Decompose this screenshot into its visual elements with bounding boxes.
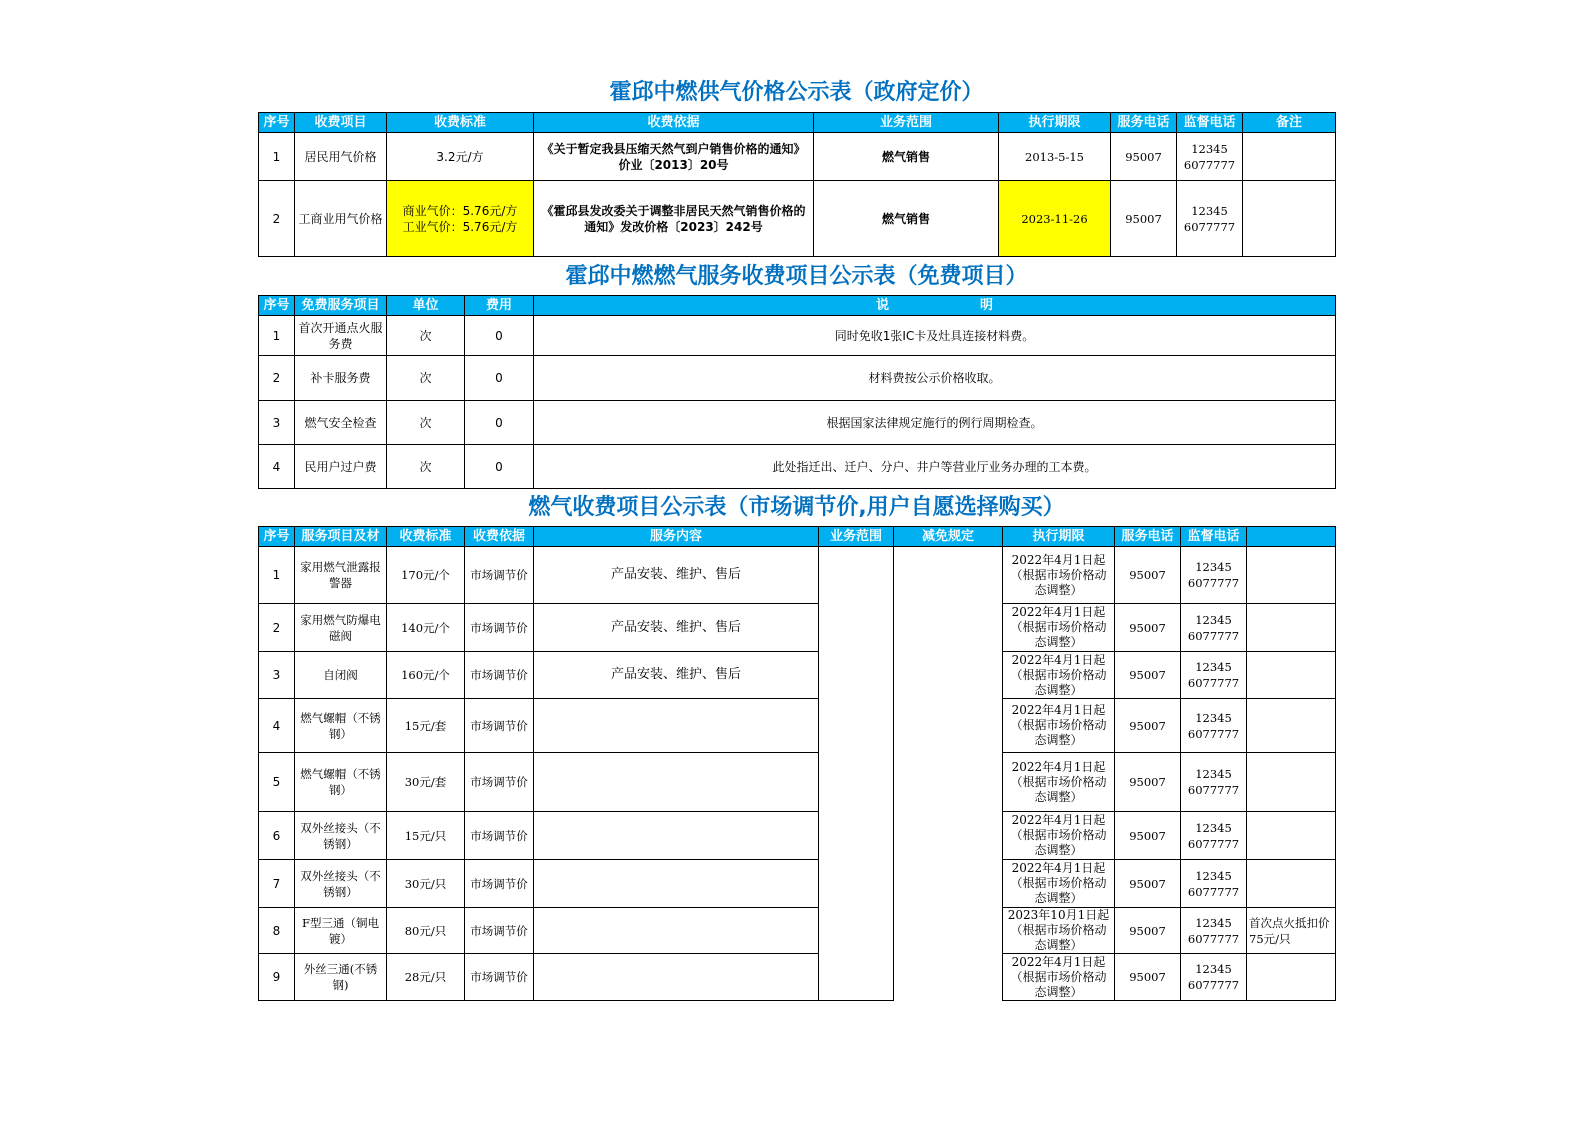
row-relief <box>894 908 1003 954</box>
col-header: 收费依据 <box>534 113 814 133</box>
section2-title: 霍邱中燃燃气服务收费项目公示表（免费项目） <box>565 264 1028 289</box>
row-note: 首次点火抵扣价75元/只 <box>1247 908 1336 954</box>
row-content: 产品安装、维护、售后 <box>534 547 819 604</box>
col-header: 服务电话 <box>1111 113 1177 133</box>
row-basis: 市场调节价 <box>465 860 534 908</box>
table-row <box>259 954 1336 1001</box>
period-line: （根据市场价格动态调整） <box>1010 876 1107 905</box>
row-no: 4 <box>259 699 295 753</box>
tel-line: 12345 <box>1195 962 1232 976</box>
row-service-tel: 95007 <box>1115 699 1181 753</box>
col-header: 业务范围 <box>819 527 894 547</box>
tel-line: 12345 <box>1195 767 1232 781</box>
row-note <box>1247 860 1336 908</box>
row-item: 民用户过户费 <box>295 445 387 489</box>
table-header <box>259 296 1336 316</box>
tel-line: 12345 <box>1195 560 1232 574</box>
period-line: 2022年4月1日起 <box>1011 954 1106 969</box>
tel-line: 12345 <box>1191 141 1228 156</box>
row-supervise-tel <box>1181 860 1247 908</box>
row-service-tel: 95007 <box>1115 547 1181 604</box>
period-line: （根据市场价格动态调整） <box>1010 667 1107 697</box>
row-item: 工商业用气价格 <box>295 181 387 257</box>
row-desc: 此处指迁出、迁户、分户、井户等营业厅业务办理的工本费。 <box>534 445 1336 489</box>
row-service-tel: 95007 <box>1115 908 1181 954</box>
col-header: 执行期限 <box>1003 527 1115 547</box>
row-relief <box>894 699 1003 753</box>
tel-line: 6077777 <box>1187 836 1240 851</box>
row-standard: 15元/只 <box>387 812 465 860</box>
row-service-tel: 95007 <box>1115 812 1181 860</box>
row-relief <box>894 954 1003 1001</box>
col-header: 费用 <box>465 296 534 316</box>
row-scope <box>819 604 894 652</box>
tel-line: 12345 <box>1195 868 1232 883</box>
row-desc: 材料费按公示价格收取。 <box>534 356 1336 401</box>
period-line: 2022年4月1日起 <box>1011 552 1106 567</box>
section1-title: 霍邱中燃供气价格公示表（政府定价） <box>609 80 984 105</box>
tel-line: 12345 <box>1191 203 1228 218</box>
col-header: 备注 <box>1243 113 1336 133</box>
tel-line: 6077777 <box>1187 884 1240 899</box>
table-header <box>259 113 1336 133</box>
row-period <box>1003 604 1115 652</box>
row-standard: 15元/套 <box>387 699 465 753</box>
row-basis: 市场调节价 <box>465 547 534 604</box>
table-row <box>259 812 1336 860</box>
period-line: （根据市场价格动态调整） <box>1010 828 1107 857</box>
row-service-tel: 95007 <box>1111 133 1177 181</box>
standard-line: 工业气价：5.76元/方 <box>402 219 518 234</box>
table-header <box>259 527 1336 547</box>
row-standard: 160元/个 <box>387 652 465 699</box>
row-item: 家用燃气泄露报警器 <box>295 547 387 604</box>
table-row <box>259 316 1336 356</box>
period-line: 2022年4月1日起 <box>1011 703 1106 717</box>
row-item: 首次开通点火服务费 <box>295 316 387 356</box>
row-no: 2 <box>259 181 295 257</box>
row-basis: 市场调节价 <box>465 753 534 812</box>
row-no: 2 <box>259 356 295 401</box>
row-relief <box>894 547 1003 604</box>
row-relief <box>894 753 1003 812</box>
period-line: （根据市场价格动态调整） <box>1010 969 1107 999</box>
row-supervise-tel <box>1177 181 1243 257</box>
row-scope: 燃气销售 <box>814 133 999 181</box>
row-fee: 0 <box>465 316 534 356</box>
table-row <box>259 699 1336 753</box>
col-header: 说 明 <box>534 296 1336 316</box>
row-standard <box>387 181 534 257</box>
row-period <box>1003 699 1115 753</box>
row-no: 8 <box>259 908 295 954</box>
col-header: 免费服务项目 <box>295 296 387 316</box>
row-content: 产品安装、维护、售后 <box>534 652 819 699</box>
row-service-tel: 95007 <box>1115 860 1181 908</box>
row-no: 3 <box>259 652 295 699</box>
row-item: 自闭阀 <box>295 652 387 699</box>
row-service-tel: 95007 <box>1115 604 1181 652</box>
market-price-table <box>258 526 1336 1001</box>
period-line: （根据市场价格动态调整） <box>1010 774 1107 804</box>
row-basis: 市场调节价 <box>465 954 534 1001</box>
tel-line: 6077777 <box>1183 219 1236 234</box>
row-unit: 次 <box>387 401 465 445</box>
row-period <box>1003 547 1115 604</box>
col-header: 收费标准 <box>387 113 534 133</box>
row-item: 燃气螺帽（不锈钢） <box>295 753 387 812</box>
col-header: 收费标准 <box>387 527 465 547</box>
tel-line: 6077777 <box>1187 931 1240 946</box>
row-basis: 《霍邱县发改委关于调整非居民天然气销售价格的通知》发改价格〔2023〕242号 <box>534 181 814 257</box>
row-scope <box>819 652 894 699</box>
row-desc: 根据国家法律规定施行的例行周期检查。 <box>534 401 1336 445</box>
tel-line: 6077777 <box>1187 783 1240 797</box>
row-note <box>1243 181 1336 257</box>
tel-line: 12345 <box>1195 612 1232 627</box>
table-row <box>259 547 1336 604</box>
row-scope <box>819 812 894 860</box>
row-content <box>534 954 819 1001</box>
row-basis: 《关于暂定我县压缩天然气到户销售价格的通知》价业〔2013〕20号 <box>534 133 814 181</box>
row-desc: 同时免收1张IC卡及灶具连接材料费。 <box>534 316 1336 356</box>
row-no: 1 <box>259 133 295 181</box>
table-row <box>259 753 1336 812</box>
table-row <box>259 181 1336 257</box>
row-item: 燃气安全检查 <box>295 401 387 445</box>
col-header: 执行期限 <box>999 113 1111 133</box>
standard-line: 商业气价：5.76元/方 <box>402 203 518 218</box>
row-period: 2013-5-15 <box>999 133 1111 181</box>
row-relief <box>894 860 1003 908</box>
row-scope <box>819 753 894 812</box>
row-scope <box>819 699 894 753</box>
tel-line: 12345 <box>1195 820 1232 835</box>
row-standard: 140元/个 <box>387 604 465 652</box>
col-header: 收费依据 <box>465 527 534 547</box>
row-period <box>1003 908 1115 954</box>
row-note <box>1247 699 1336 753</box>
row-scope: 燃气销售 <box>814 181 999 257</box>
col-header: 服务内容 <box>534 527 819 547</box>
col-header: 监督电话 <box>1181 527 1247 547</box>
table-row <box>259 908 1336 954</box>
row-supervise-tel <box>1181 954 1247 1001</box>
col-header: 业务范围 <box>814 113 999 133</box>
row-scope <box>819 860 894 908</box>
row-item: 双外丝接头（不锈钢） <box>295 812 387 860</box>
standard-line: 3.2元/方 <box>436 149 484 164</box>
row-supervise-tel <box>1181 753 1247 812</box>
row-unit: 次 <box>387 356 465 401</box>
row-period <box>1003 652 1115 699</box>
tel-line: 6077777 <box>1187 978 1240 992</box>
table-row <box>259 356 1336 401</box>
period-line: 2022年4月1日起 <box>1011 759 1106 774</box>
period-line: （根据市场价格动态调整） <box>1010 718 1107 747</box>
row-content <box>534 812 819 860</box>
row-item: 双外丝接头（不锈钢） <box>295 860 387 908</box>
col-header: 序号 <box>259 296 295 316</box>
row-standard: 28元/只 <box>387 954 465 1001</box>
row-item: 居民用气价格 <box>295 133 387 181</box>
row-service-tel: 95007 <box>1115 954 1181 1001</box>
row-supervise-tel <box>1181 812 1247 860</box>
row-service-tel: 95007 <box>1111 181 1177 257</box>
row-no: 7 <box>259 860 295 908</box>
row-fee: 0 <box>465 445 534 489</box>
free-service-table <box>258 295 1336 489</box>
row-supervise-tel <box>1181 604 1247 652</box>
tel-line: 12345 <box>1195 710 1232 725</box>
row-content: 产品安装、维护、售后 <box>534 604 819 652</box>
row-standard <box>387 133 534 181</box>
row-content <box>534 753 819 812</box>
row-relief <box>894 812 1003 860</box>
row-no: 1 <box>259 316 295 356</box>
row-no: 6 <box>259 812 295 860</box>
col-header: 单位 <box>387 296 465 316</box>
col-header: 服务项目及材 <box>295 527 387 547</box>
row-basis: 市场调节价 <box>465 908 534 954</box>
table-row <box>259 133 1336 181</box>
row-fee: 0 <box>465 401 534 445</box>
table-row <box>259 401 1336 445</box>
col-header: 序号 <box>259 527 295 547</box>
col-header: 服务电话 <box>1115 527 1181 547</box>
row-period <box>1003 954 1115 1001</box>
table-row <box>259 604 1336 652</box>
row-no: 3 <box>259 401 295 445</box>
row-note <box>1247 954 1336 1001</box>
col-header: 序号 <box>259 113 295 133</box>
row-note <box>1243 133 1336 181</box>
row-no: 1 <box>259 547 295 604</box>
section3-title: 燃气收费项目公示表（市场调节价,用户自愿选择购买） <box>528 495 1065 520</box>
row-item: 家用燃气防爆电磁阀 <box>295 604 387 652</box>
row-item: F型三通（铜电镀） <box>295 908 387 954</box>
row-no: 9 <box>259 954 295 1001</box>
row-scope <box>819 547 894 604</box>
tel-line: 6077777 <box>1187 676 1240 690</box>
row-content <box>534 860 819 908</box>
col-header <box>1247 527 1336 547</box>
tel-line: 6077777 <box>1183 157 1236 172</box>
row-standard: 170元/个 <box>387 547 465 604</box>
tel-line: 12345 <box>1195 660 1232 674</box>
period-line: 2022年4月1日起 <box>1011 652 1106 667</box>
row-period <box>1003 753 1115 812</box>
row-note <box>1247 604 1336 652</box>
tel-line: 6077777 <box>1187 576 1240 590</box>
row-basis: 市场调节价 <box>465 652 534 699</box>
period-line: 2022年4月1日起 <box>1011 813 1106 827</box>
row-note <box>1247 652 1336 699</box>
row-fee: 0 <box>465 356 534 401</box>
table-row <box>259 860 1336 908</box>
row-standard: 80元/只 <box>387 908 465 954</box>
row-unit: 次 <box>387 316 465 356</box>
row-period <box>1003 812 1115 860</box>
row-scope <box>819 908 894 954</box>
tel-line: 12345 <box>1195 915 1232 930</box>
row-supervise-tel <box>1181 699 1247 753</box>
row-relief <box>894 604 1003 652</box>
row-basis: 市场调节价 <box>465 604 534 652</box>
tel-line: 6077777 <box>1187 628 1240 643</box>
col-header: 收费项目 <box>295 113 387 133</box>
period-line: 2022年4月1日起 <box>1011 861 1106 875</box>
col-header: 监督电话 <box>1177 113 1243 133</box>
row-supervise-tel <box>1177 133 1243 181</box>
row-supervise-tel <box>1181 652 1247 699</box>
period-line: （根据市场价格动态调整） <box>1010 923 1107 952</box>
row-no: 5 <box>259 753 295 812</box>
row-note <box>1247 812 1336 860</box>
row-supervise-tel <box>1181 547 1247 604</box>
col-header: 减免规定 <box>894 527 1003 547</box>
row-scope <box>819 954 894 1001</box>
row-standard: 30元/套 <box>387 753 465 812</box>
row-no: 4 <box>259 445 295 489</box>
row-item: 补卡服务费 <box>295 356 387 401</box>
row-service-tel: 95007 <box>1115 753 1181 812</box>
row-item: 燃气螺帽（不锈钢） <box>295 699 387 753</box>
row-unit: 次 <box>387 445 465 489</box>
row-note <box>1247 547 1336 604</box>
row-note <box>1247 753 1336 812</box>
row-item: 外丝三通(不锈钢) <box>295 954 387 1001</box>
row-service-tel: 95007 <box>1115 652 1181 699</box>
period-line: （根据市场价格动态调整） <box>1010 620 1107 649</box>
tel-line: 6077777 <box>1187 726 1240 741</box>
gov-price-table <box>258 112 1336 257</box>
row-relief <box>894 652 1003 699</box>
row-basis: 市场调节价 <box>465 812 534 860</box>
period-line: 2023年10月1日起 <box>1007 908 1110 922</box>
table-row <box>259 445 1336 489</box>
row-content <box>534 908 819 954</box>
period-line: 2022年4月1日起 <box>1011 605 1106 619</box>
table-row <box>259 652 1336 699</box>
row-standard: 30元/只 <box>387 860 465 908</box>
row-period: 2023-11-26 <box>999 181 1111 257</box>
row-content <box>534 699 819 753</box>
row-supervise-tel <box>1181 908 1247 954</box>
row-period <box>1003 860 1115 908</box>
period-line: （根据市场价格动态调整） <box>1010 567 1107 597</box>
row-no: 2 <box>259 604 295 652</box>
row-basis: 市场调节价 <box>465 699 534 753</box>
